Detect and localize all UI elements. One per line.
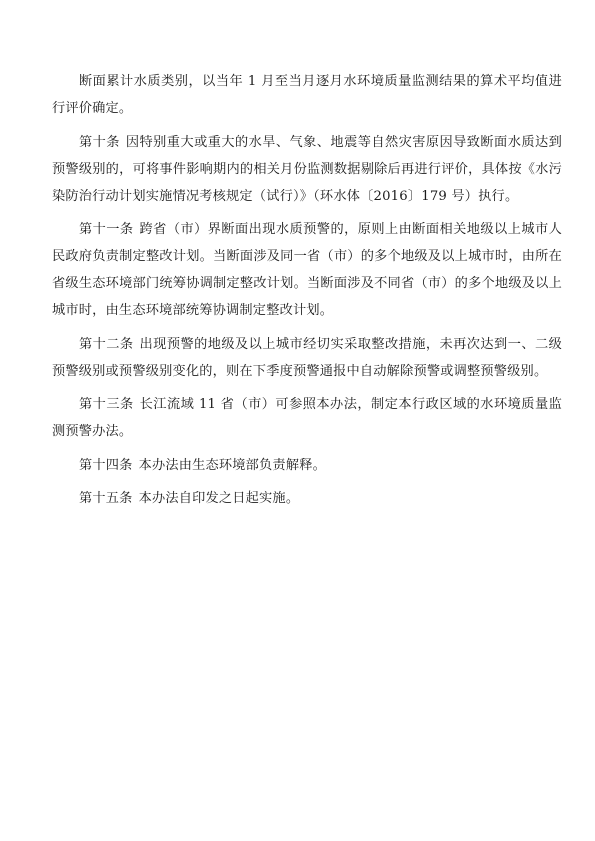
- article-text: 出现预警的地级及以上城市经切实采取整改措施，未再次达到一、二级预警级别或预警级别变化的，则在下季度预警通报中自动解除预警或调整预警级别。: [52, 336, 562, 379]
- article-11: [52, 216, 562, 324]
- article-text: 长江流域 11 省（市）可参照本办法，制定本行政区域的水环境质量监测预警办法。: [52, 397, 562, 439]
- article-15: [52, 485, 562, 512]
- article-text: 本办法由生态环境部负责解释。: [138, 457, 326, 473]
- article-10: [52, 129, 562, 210]
- article-number: 第十一条: [79, 222, 134, 237]
- article-number: 第十五条: [79, 491, 133, 506]
- article-13: [52, 391, 562, 445]
- document-body: [52, 68, 562, 519]
- article-number: 第十三条: [79, 397, 134, 412]
- article-text: 本办法自印发之日起实施。: [138, 491, 300, 506]
- article-text: 因特别重大或重大的水旱、气象、地震等自然灾害原因导致断面水质达到预警级别的，可将事件影响期内的相关月份监测数据剔除后再进行评价，具体按《水污染防治行动计划实施情况考核规定（试行）》（环水体〔2016〕179 号）执行。: [52, 134, 562, 204]
- paragraph-text: 断面累计水质类别，以当年 1 月至当月逐月水环境质量监测结果的算术平均值进行评价确定。: [52, 74, 562, 116]
- article-12: [52, 331, 562, 385]
- article-number: 第十二条: [79, 336, 134, 352]
- article-number: 第十条: [79, 134, 120, 150]
- article-text: 跨省（市）界断面出现水质预警的，原则上由断面相关地级以上城市人民政府负责制定整改计划。当断面涉及同一省（市）的多个地级及以上城市时，由所在省级生态环境部门统筹协调制定整改计划。当断面涉及不同省（市）的多个地级及以上城市时，由生态环境部统筹协调制定整改计划。: [52, 222, 562, 318]
- article-14: [52, 452, 562, 479]
- article-number: 第十四条: [79, 457, 133, 473]
- paragraph-evaluation-method: [52, 68, 562, 122]
